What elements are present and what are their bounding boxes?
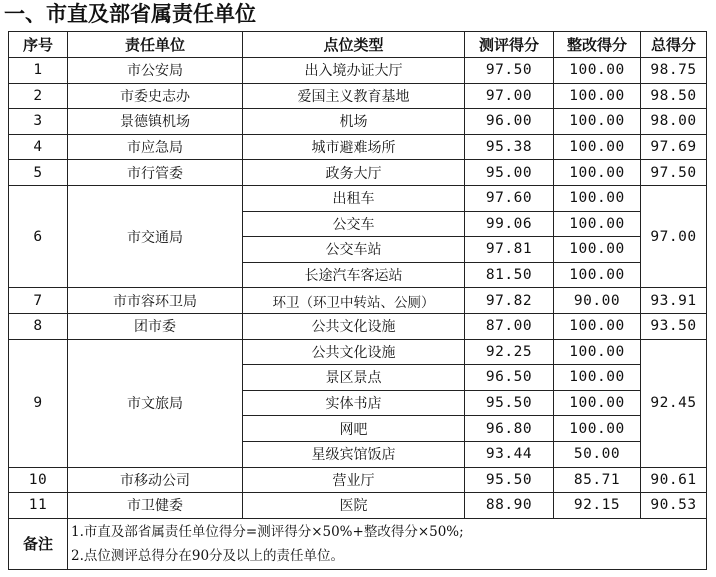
cell-rectify-score: 100.00 — [554, 160, 641, 186]
cell-unit: 市应急局 — [68, 134, 243, 160]
cell-rectify-score: 85.71 — [554, 467, 641, 493]
cell-rectify-score: 100.00 — [554, 416, 641, 442]
cell-total-score: 93.50 — [641, 313, 707, 339]
cell-total-score: 97.00 — [641, 185, 707, 287]
cell-eval-score: 99.06 — [465, 211, 554, 237]
remarks-notes — [68, 518, 707, 569]
cell-eval-score: 97.60 — [465, 185, 554, 211]
cell-no: 4 — [9, 134, 68, 160]
cell-no: 8 — [9, 313, 68, 339]
cell-point-type: 公共文化设施 — [243, 313, 465, 339]
cell-point-type: 医院 — [243, 493, 465, 519]
cell-rectify-score: 100.00 — [554, 390, 641, 416]
cell-eval-score: 95.38 — [465, 134, 554, 160]
table-row — [9, 493, 707, 519]
table-row — [9, 185, 707, 211]
cell-eval-score: 95.50 — [465, 467, 554, 493]
cell-point-type: 政务大厅 — [243, 160, 465, 186]
cell-eval-score: 96.80 — [465, 416, 554, 442]
cell-rectify-score: 100.00 — [554, 83, 641, 109]
cell-total-score: 97.50 — [641, 160, 707, 186]
cell-no: 10 — [9, 467, 68, 493]
table-row — [9, 288, 707, 314]
cell-unit: 市市容环卫局 — [68, 288, 243, 314]
cell-point-type: 营业厅 — [243, 467, 465, 493]
table-row — [9, 467, 707, 493]
cell-rectify-score: 100.00 — [554, 365, 641, 391]
cell-rectify-score: 100.00 — [554, 339, 641, 365]
cell-eval-score: 81.50 — [465, 262, 554, 288]
cell-no: 11 — [9, 493, 68, 519]
cell-eval-score: 88.90 — [465, 493, 554, 519]
cell-eval-score: 97.00 — [465, 83, 554, 109]
cell-total-score: 97.69 — [641, 134, 707, 160]
cell-point-type: 环卫（环卫中转站、公厕） — [243, 288, 465, 314]
cell-eval-score: 96.00 — [465, 109, 554, 135]
cell-no: 1 — [9, 58, 68, 84]
cell-rectify-score: 100.00 — [554, 109, 641, 135]
cell-total-score: 92.45 — [641, 339, 707, 467]
cell-eval-score: 92.25 — [465, 339, 554, 365]
cell-no: 2 — [9, 83, 68, 109]
remarks-label: 备注 — [9, 518, 68, 569]
remark-line-1: 1.市直及部省属责任单位得分=测评得分×50%+整改得分×50%; — [71, 523, 464, 540]
cell-point-type: 星级宾馆饭店 — [243, 441, 465, 467]
cell-point-type: 公交车 — [243, 211, 465, 237]
cell-point-type: 实体书店 — [243, 390, 465, 416]
cell-eval-score: 95.50 — [465, 390, 554, 416]
cell-rectify-score: 50.00 — [554, 441, 641, 467]
cell-unit: 市文旅局 — [68, 339, 243, 467]
table-row — [9, 83, 707, 109]
cell-point-type: 公共文化设施 — [243, 339, 465, 365]
cell-point-type: 长途汽车客运站 — [243, 262, 465, 288]
cell-point-type: 出租车 — [243, 185, 465, 211]
cell-rectify-score: 100.00 — [554, 262, 641, 288]
cell-no: 5 — [9, 160, 68, 186]
remark-line-2: 2.点位测评总得分在90分及以上的责任单位。 — [71, 547, 345, 564]
score-table — [8, 31, 707, 570]
header-total-score: 总得分 — [641, 32, 707, 58]
header-eval-score: 测评得分 — [465, 32, 554, 58]
cell-no: 3 — [9, 109, 68, 135]
table-row — [9, 160, 707, 186]
cell-unit: 市委史志办 — [68, 83, 243, 109]
cell-total-score: 90.61 — [641, 467, 707, 493]
cell-unit: 市交通局 — [68, 185, 243, 287]
cell-eval-score: 96.50 — [465, 365, 554, 391]
cell-rectify-score: 92.15 — [554, 493, 641, 519]
table-row — [9, 339, 707, 365]
remarks-row — [9, 518, 707, 569]
cell-total-score: 98.00 — [641, 109, 707, 135]
cell-unit: 市行管委 — [68, 160, 243, 186]
cell-no: 7 — [9, 288, 68, 314]
header-no: 序号 — [9, 32, 68, 58]
cell-eval-score: 97.82 — [465, 288, 554, 314]
cell-rectify-score: 100.00 — [554, 313, 641, 339]
cell-eval-score: 97.81 — [465, 237, 554, 263]
cell-point-type: 景区景点 — [243, 365, 465, 391]
cell-no: 9 — [9, 339, 68, 467]
cell-eval-score: 97.50 — [465, 58, 554, 84]
cell-point-type: 城市避难场所 — [243, 134, 465, 160]
table-body — [9, 58, 707, 519]
header-rectify-score: 整改得分 — [554, 32, 641, 58]
cell-total-score: 90.53 — [641, 493, 707, 519]
cell-eval-score: 93.44 — [465, 441, 554, 467]
cell-eval-score: 95.00 — [465, 160, 554, 186]
header-row — [9, 32, 707, 58]
cell-rectify-score: 90.00 — [554, 288, 641, 314]
cell-unit: 市公安局 — [68, 58, 243, 84]
table-row — [9, 58, 707, 84]
cell-point-type: 机场 — [243, 109, 465, 135]
cell-total-score: 93.91 — [641, 288, 707, 314]
cell-unit: 市卫健委 — [68, 493, 243, 519]
cell-rectify-score: 100.00 — [554, 58, 641, 84]
cell-rectify-score: 100.00 — [554, 211, 641, 237]
cell-rectify-score: 100.00 — [554, 134, 641, 160]
table-row — [9, 109, 707, 135]
cell-unit: 团市委 — [68, 313, 243, 339]
cell-eval-score: 87.00 — [465, 313, 554, 339]
table-row — [9, 313, 707, 339]
cell-point-type: 网吧 — [243, 416, 465, 442]
cell-rectify-score: 100.00 — [554, 237, 641, 263]
cell-unit: 市移动公司 — [68, 467, 243, 493]
cell-rectify-score: 100.00 — [554, 185, 641, 211]
header-unit: 责任单位 — [68, 32, 243, 58]
cell-total-score: 98.50 — [641, 83, 707, 109]
header-point-type: 点位类型 — [243, 32, 465, 58]
cell-point-type: 爱国主义教育基地 — [243, 83, 465, 109]
page-title: 一、市直及部省属责任单位 — [4, 2, 256, 26]
cell-total-score: 98.75 — [641, 58, 707, 84]
cell-point-type: 出入境办证大厅 — [243, 58, 465, 84]
cell-unit: 景德镇机场 — [68, 109, 243, 135]
table-row — [9, 134, 707, 160]
cell-point-type: 公交车站 — [243, 237, 465, 263]
cell-no: 6 — [9, 185, 68, 287]
